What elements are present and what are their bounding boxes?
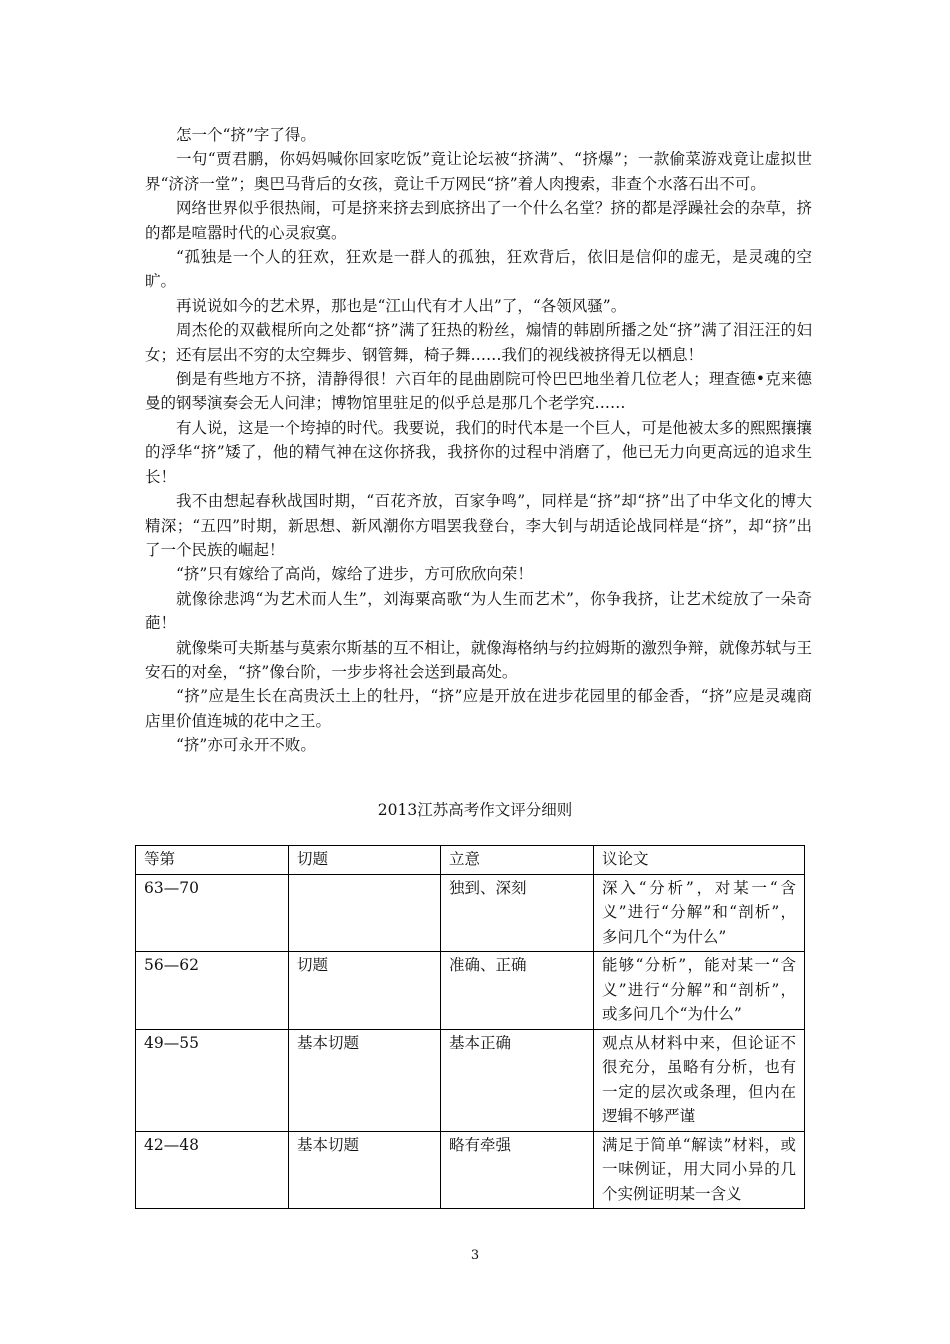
paragraph: 我不由想起春秋战国时期，“百花齐放，百家争鸣”，同样是“挤”却“挤”出了中华文化的博大精深；“五四”时期，新思想、新风潮你方唱罢我登台，李大钊与胡适论战同样是“挤”，却“挤”出了一个民族的崛起！ <box>145 492 812 559</box>
table-row <box>136 952 805 1030</box>
table-cell: 56—62 <box>136 952 289 1030</box>
paragraph: 一句“贾君鹏，你妈妈喊你回家吃饭”竟让论坛被“挤满”、“挤爆”；一款偷菜游戏竟让虚拟世界“济济一堂”；奥巴马背后的女孩，竟让千万网民“挤”着人肉搜索，非查个水落石出不可。 <box>145 150 812 193</box>
table-cell: 49—55 <box>136 1029 289 1131</box>
paragraph: 再说说如今的艺术界，那也是“江山代有才人出”了，“各领风骚”。 <box>176 296 627 315</box>
table-cell: 基本正确 <box>441 1029 594 1131</box>
table-cell: 基本切题 <box>289 1029 441 1131</box>
essay-body <box>145 123 812 758</box>
paragraph: “挤”亦可永开不败。 <box>176 736 316 755</box>
table-row <box>136 874 805 952</box>
table-cell: 切题 <box>289 952 441 1030</box>
table-cell: 略有牵强 <box>441 1131 594 1209</box>
column-header-theme: 立意 <box>441 846 594 875</box>
paragraph: “孤独是一个人的狂欢，狂欢是一群人的孤独，狂欢背后，依旧是信仰的虚无，是灵魂的空旷。 <box>145 248 812 291</box>
table-cell: 深入“分析”，对某一“含义”进行“分解”和“剖析”，多问几个“为什么” <box>594 874 805 952</box>
column-header-argumentative: 议论文 <box>594 846 805 875</box>
paragraph: 周杰伦的双截棍所向之处都“挤”满了狂热的粉丝，煽情的韩剧所播之处“挤”满了泪汪汪的妇女；还有层出不穷的太空舞步、钢管舞，椅子舞……我们的视线被挤得无以栖息！ <box>145 321 812 364</box>
page-number: 3 <box>470 1248 480 1263</box>
grading-table <box>135 845 805 1209</box>
table-cell: 满足于简单“解读”材料，或一味例证，用大同小异的几个实例证明某一含义 <box>594 1131 805 1209</box>
table-row <box>136 1029 805 1131</box>
table-cell: 能够“分析”，能对某一“含义”进行“分解”和“剖析”，或多问几个“为什么” <box>594 952 805 1030</box>
paragraph: 倒是有些地方不挤，清静得很！六百年的昆曲剧院可怜巴巴地坐着几位老人；理查德•克来德曼的钢琴演奏会无人问津；博物馆里驻足的似乎总是那几个老学究…… <box>145 370 812 413</box>
table-cell: 准确、正确 <box>441 952 594 1030</box>
column-header-relevance: 切题 <box>289 846 441 875</box>
table-cell: 观点从材料中来，但论证不很充分，虽略有分析，也有一定的层次或条理，但内在逻辑不够严谨 <box>594 1029 805 1131</box>
paragraph: 网络世界似乎很热闹，可是挤来挤去到底挤出了一个什么名堂？挤的都是浮躁社会的杂草，挤的都是喧嚣时代的心灵寂寞。 <box>145 199 812 242</box>
paragraph: 有人说，这是一个垮掉的时代。我要说，我们的时代本是一个巨人，可是他被太多的熙熙攘攘的浮华“挤”矮了，他的精气神在这你挤我，我挤你的过程中消磨了，他已无力向更高远的追求生长！ <box>145 418 812 486</box>
table-row <box>136 1131 805 1209</box>
paragraph: 就像柴可夫斯基与莫索尔斯基的互不相让，就像海格纳与约拉姆斯的激烈争辩，就像苏轼与王安石的对垒，“挤”像台阶，一步步将社会送到最高处。 <box>145 638 812 681</box>
column-header-grade: 等第 <box>136 846 289 875</box>
table-cell: 基本切题 <box>289 1131 441 1209</box>
paragraph: 怎一个“挤”字了得。 <box>176 126 316 144</box>
paragraph: “挤”应是生长在高贵沃土上的牡丹，“挤”应是开放在进步花园里的郁金香，“挤”应是灵魂商店里价值连城的花中之王。 <box>145 687 812 730</box>
table-cell: 63—70 <box>136 874 289 952</box>
table-cell: 42—48 <box>136 1131 289 1209</box>
paragraph: 就像徐悲鸿“为艺术而人生”，刘海粟高歌“为人生而艺术”，你争我挤，让艺术绽放了一朵奇葩！ <box>145 589 812 633</box>
table-cell: 独到、深刻 <box>441 874 594 952</box>
paragraph: “挤”只有嫁给了高尚，嫁给了进步，方可欣欣向荣！ <box>176 565 533 584</box>
table-header-row <box>136 846 805 875</box>
table-title: 2013江苏高考作文评分细则 <box>377 801 573 819</box>
table-cell <box>289 874 441 952</box>
